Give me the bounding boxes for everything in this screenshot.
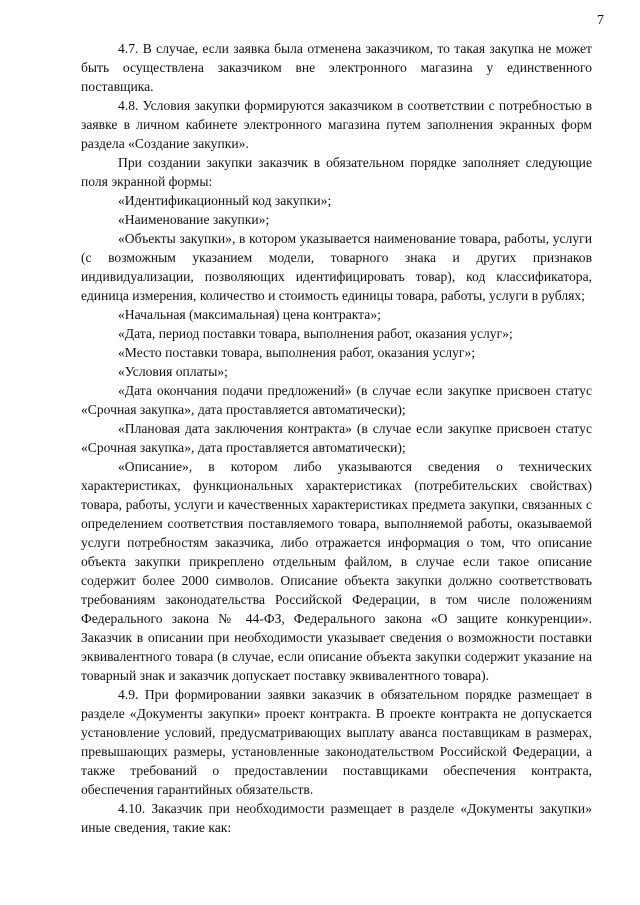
- field-item-initial-price: «Начальная (максимальная) цена контракта»;: [118, 307, 381, 322]
- field-item-objects: «Объекты закупки», в котором указывается наименование товара, работы, услуги (с возможным указанием модели, товарного знака и других признаков индивидуализации, позволяющих идентифицировать товар), код классификатора, единица измерения, количество и стоимость единицы товара, работы, услуги в рублях;: [81, 231, 592, 303]
- field-item-offer-deadline: «Дата окончания подачи предложений» (в случае если закупке присвоен статус «Срочная закупка», дата проставляется автоматически);: [81, 383, 592, 417]
- paragraph-4-10: 4.10. Заказчик при необходимости размещает в разделе «Документы закупки» иные сведения, такие как:: [81, 801, 592, 835]
- field-item-delivery-date: «Дата, период поставки товара, выполнения работ, оказания услуг»;: [118, 326, 513, 341]
- field-item-contract-date: «Плановая дата заключения контракта» (в случае если закупке присвоен статус «Срочная закупка», дата проставляется автоматически);: [81, 421, 592, 455]
- paragraph-4-8: 4.8. Условия закупки формируются заказчиком в соответствии с потребностью в заявке в личном кабинете электронного магазина путем заполнения экранных форм раздела «Создание закупки».: [81, 98, 592, 151]
- paragraph-intro-fields: При создании закупки заказчик в обязательном порядке заполняет следующие поля экранной формы:: [81, 155, 592, 189]
- field-item-payment-terms: «Условия оплаты»;: [118, 364, 228, 379]
- document-body: [81, 39, 592, 837]
- paragraph-4-9: 4.9. При формировании заявки заказчик в обязательном порядке размещает в разделе «Документы закупки» проект контракта. В проекте контракта не допускается установление условий, предусматривающих выплату аванса поставщикам в размерах, превышающих размеры, установленные законодательством Российской Федерации, а также требований о предоставлении поставщиками обеспечения контракта, обеспечения гарантийных обязательств.: [81, 687, 592, 797]
- field-item-id-code: «Идентификационный код закупки»;: [118, 193, 332, 208]
- page-number: 7: [597, 13, 604, 28]
- field-item-delivery-place: «Место поставки товара, выполнения работ, оказания услуг»;: [118, 345, 476, 360]
- field-item-name: «Наименование закупки»;: [118, 212, 270, 227]
- field-item-description: «Описание», в котором либо указываются сведения о технических характеристиках, функциональных характеристиках (потребительских свойствах) товара, работы, услуги и качественных характеристиках предмета закупки, связанных с определением соответствия поставляемого товара, выполняемой работы, оказываемой услуги потребностям заказчика, либо отражается информация о том, что описание объекта закупки прикреплено отдельным файлом, в случае если такое описание содержит более 2000 символов. Описание объекта закупки должно соответствовать требованиям законодательства Российской Федерации, в том числе положениям Федерального закона № 44-ФЗ, Федерального закона «О защите конкуренции». Заказчик в описании при необходимости указывает сведения о возможности поставки эквивалентного товара (в случае, если описание объекта закупки содержит указание на товарный знак и заказчик допускает поставку эквивалентного товара).: [81, 459, 592, 683]
- paragraph-4-7: 4.7. В случае, если заявка была отменена заказчиком, то такая закупка не может быть осуществлена заказчиком вне электронного магазина у единственного поставщика.: [81, 41, 592, 94]
